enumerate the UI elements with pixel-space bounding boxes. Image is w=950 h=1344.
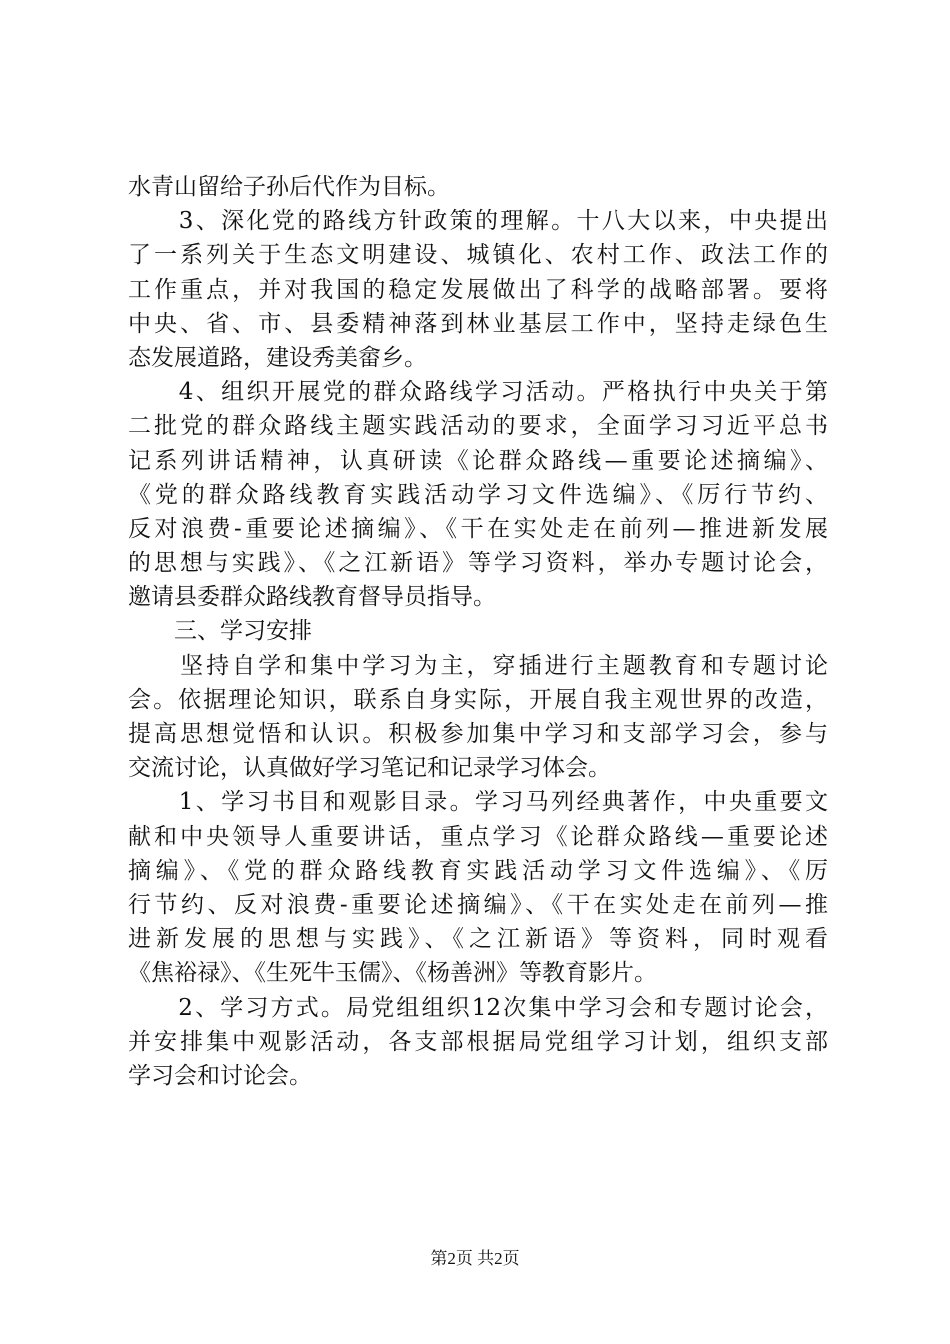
text-line: 《党的群众路线教育实践活动学习文件选编》、《厉行节约、 — [128, 481, 828, 508]
text-line: 坚持自学和集中学习为主，穿插进行主题教育和专题讨论 — [128, 652, 828, 679]
text-line: 会。依据理论知识，联系自身实际，开展自我主观世界的改造， — [128, 686, 828, 713]
text-line: 4、组织开展党的群众路线学习活动。严格执行中央关于第 — [128, 379, 828, 406]
text-line: 献和中央领导人重要讲话，重点学习《论群众路线—重要论述 — [128, 823, 828, 850]
text-line: 学习会和讨论会。 — [128, 1062, 312, 1089]
text-line: 3、深化党的路线方针政策的理解。十八大以来，中央提出 — [128, 208, 828, 235]
text-line: 2、学习方式。局党组组织12次集中学习会和专题讨论会， — [128, 994, 828, 1021]
text-line: 摘编》、《党的群众路线教育实践活动学习文件选编》、《厉 — [128, 857, 828, 884]
text-line: 记系列讲话精神，认真研读《论群众路线—重要论述摘编》、 — [128, 447, 828, 474]
text-line: 态发展道路，建设秀美畲乡。 — [128, 344, 427, 371]
page-footer: 第2页 共2页 — [430, 1249, 520, 1268]
text-line: 提高思想觉悟和认识。积极参加集中学习和支部学习会，参与 — [128, 721, 828, 747]
text-line: 中央、省、市、县委精神落到林业基层工作中，坚持走绿色生 — [128, 310, 828, 337]
text-line: 反对浪费-重要论述摘编》、《干在实处走在前列—推进新发展 — [128, 515, 828, 542]
text-line: 邀请县委群众路线教育督导员指导。 — [128, 584, 496, 611]
text-line: 行节约、反对浪费-重要论述摘编》、《干在实处走在前列—推 — [128, 891, 828, 918]
text-line: 二批党的群众路线主题实践活动的要求，全面学习习近平总书 — [128, 413, 828, 440]
text-line: 1、学习书目和观影目录。学习马列经典著作，中央重要文 — [128, 789, 828, 816]
text-line: 三、学习安排 — [128, 618, 312, 645]
text-line: 了一系列关于生态文明建设、城镇化、农村工作、政法工作的 — [128, 242, 828, 269]
text-line: 《焦裕禄》、《生死牛玉儒》、《杨善洲》等教育影片。 — [128, 960, 657, 987]
text-line: 并安排集中观影活动，各支部根据局党组学习计划，组织支部 — [128, 1028, 828, 1055]
text-line: 的思想与实践》、《之江新语》等学习资料，举办专题讨论会， — [128, 550, 828, 577]
document-body — [128, 170, 828, 1093]
text-line: 工作重点，并对我国的稳定发展做出了科学的战略部署。要将 — [128, 276, 828, 303]
text-line: 交流讨论，认真做好学习笔记和记录学习体会。 — [128, 755, 611, 782]
text-line: 水青山留给子孙后代作为目标。 — [128, 174, 450, 200]
text-line: 进新发展的思想与实践》、《之江新语》等资料，同时观看 — [128, 926, 828, 953]
